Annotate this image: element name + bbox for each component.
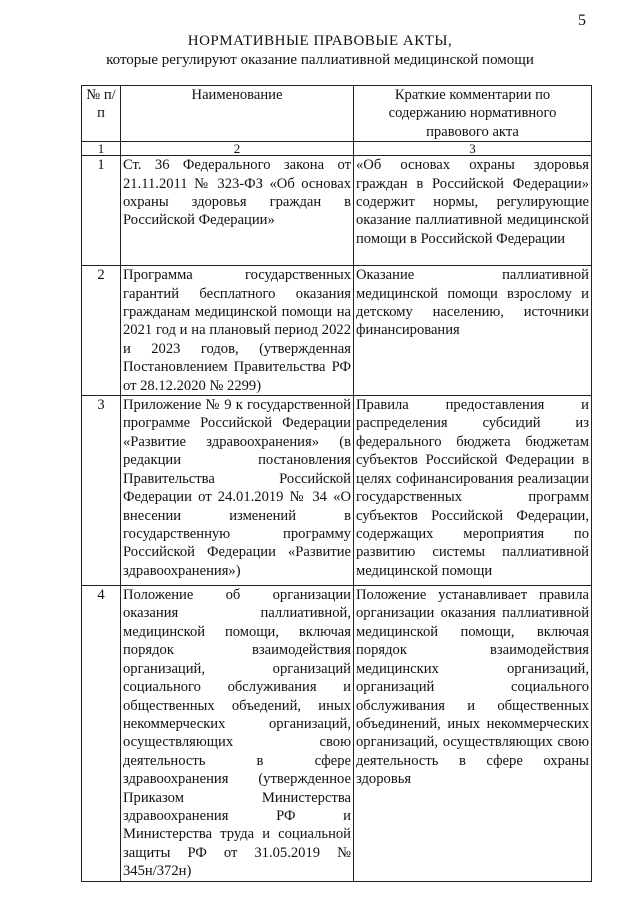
act-comment: Положение устанавливает правила организации оказания паллиативной медицинской помощи, включая порядок взаимодействия медицинских организаций, организаций социального обслуживания и общественных объединений, иных некоммерческих организаций, осуществляющих свою деятельность в сфере охраны здоровья	[354, 586, 592, 882]
header-name: Наименование	[121, 86, 354, 142]
column-number: 1	[82, 142, 121, 156]
row-number: 1	[82, 156, 121, 266]
act-comment: «Об основах охраны здоровья граждан в Российской Федерации» содержит нормы, регулирующие оказание паллиативной медицинской помощи в Российской Федерации	[354, 156, 592, 266]
row-number: 2	[82, 266, 121, 396]
row-number: 3	[82, 396, 121, 586]
act-name: Приложение № 9 к государственной программе Российской Федерации «Развитие здравоохранения» (в редакции постановления Правительства Российской Федерации от 24.01.2019 № 34 «О внесении изменений в государственную программу Российской Федерации «Развитие здравоохранения»)	[121, 396, 354, 586]
act-name: Программа государственных гарантий бесплатного оказания гражданам медицинской помощи на 2021 год и на плановый период 2022 и 2023 годов, (утвержденная Постановлением Правительства РФ от 28.12.2020 № 2299)	[121, 266, 354, 396]
legal-acts-table	[81, 85, 592, 882]
row-number: 4	[82, 586, 121, 882]
column-number: 3	[354, 142, 592, 156]
header-comment: Краткие комментарии по содержанию нормативного правового акта	[354, 86, 592, 142]
column-numbers-row	[82, 142, 592, 156]
act-name: Положение об организации оказания паллиативной, медицинской помощи, включая порядок взаимодействия организаций, организаций социального обслуживания и общественных объедений, иных некоммерческих организаций, осуществляющих свою деятельность в сфере здравоохранения (утвержденное Приказом Министерства здравоохранения РФ и Министерства труда и социальной защиты РФ от 31.05.2019 № 345н/372н)	[121, 586, 354, 882]
act-comment: Правила предоставления и распределения субсидий из федерального бюджета бюджетам субъектов Российской Федерации в целях софинансирования реализации государственных программ субъектов Российской Федерации, содержащих мероприятия по развитию системы паллиативной медицинской помощи	[354, 396, 592, 586]
act-name: Ст. 36 Федерального закона от 21.11.2011 № 323-ФЗ «Об основах охраны здоровья граждан в Российской Федерации»	[121, 156, 354, 266]
table-row	[82, 586, 592, 882]
document-subtitle: которые регулируют оказание паллиативной медицинской помощи	[106, 52, 534, 68]
column-number: 2	[121, 142, 354, 156]
table-row	[82, 156, 592, 266]
table-row	[82, 266, 592, 396]
table-row	[82, 396, 592, 586]
document-title: НОРМАТИВНЫЕ ПРАВОВЫЕ АКТЫ,	[187, 33, 453, 49]
header-num: № п/п	[82, 86, 121, 142]
page-number: 5	[578, 12, 586, 29]
table-header-row	[82, 86, 592, 142]
act-comment: Оказание паллиативной медицинской помощи взрослому и детскому населению, источники финансирования	[354, 266, 592, 396]
